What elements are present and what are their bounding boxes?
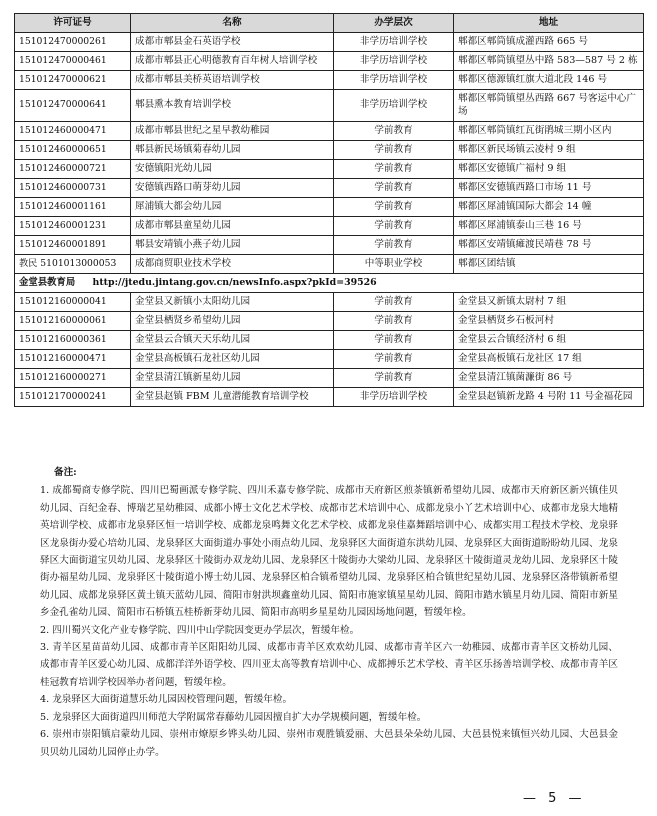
- school-name-cell: 成都市郫县世纪之星早教幼稚园: [131, 122, 334, 141]
- level-cell: 非学历培训学校: [334, 33, 454, 52]
- school-name-cell: 犀浦镇大都会幼儿园: [131, 198, 334, 217]
- license-no-cell: 151012160000041: [15, 293, 131, 312]
- school-name-cell: 成都市郫县童星幼儿园: [131, 217, 334, 236]
- license-no-cell: 151012160000061: [15, 312, 131, 331]
- license-no-cell: 151012460001231: [15, 217, 131, 236]
- license-no-cell: 教民 5101013000053: [15, 255, 131, 274]
- license-no-cell: 151012470000261: [15, 33, 131, 52]
- section-url[interactable]: http://jtedu.jintang.gov.cn/newsInfo.aspx?pkId=39526: [92, 276, 377, 288]
- address-cell: 郫都区德源镇红旗大道北段 146 号: [454, 71, 644, 90]
- level-cell: 非学历培训学校: [334, 388, 454, 407]
- school-name-cell: 成都商贸职业技术学校: [131, 255, 334, 274]
- school-name-cell: 金堂县高板镇石龙社区幼儿园: [131, 350, 334, 369]
- address-cell: 郫都区安德镇广福村 9 组: [454, 160, 644, 179]
- school-name-cell: 金堂县清江镇新星幼儿园: [131, 369, 334, 388]
- table-row: [15, 369, 644, 388]
- address-cell: 金堂县赵镇新龙路 4 号附 11 号金福花园: [454, 388, 644, 407]
- license-no-cell: 151012160000471: [15, 350, 131, 369]
- license-table: [14, 13, 644, 407]
- level-cell: 非学历培训学校: [334, 71, 454, 90]
- school-name-cell: 金堂县云合镇天天乐幼儿园: [131, 331, 334, 350]
- license-no-cell: 151012160000271: [15, 369, 131, 388]
- table-row: [15, 52, 644, 71]
- table-row: [15, 217, 644, 236]
- address-cell: 金堂县栖贤乡石板河村: [454, 312, 644, 331]
- address-cell: 郫都区安德镇西路口市场 11 号: [454, 179, 644, 198]
- school-name-cell: 成都市郫县美桥英语培训学校: [131, 71, 334, 90]
- school-name-cell: 安德镇阳光幼儿园: [131, 160, 334, 179]
- school-name-cell: 安德镇西路口萌芽幼儿园: [131, 179, 334, 198]
- level-cell: 学前教育: [334, 293, 454, 312]
- school-name-cell: 成都市郫县金石英语学校: [131, 33, 334, 52]
- table-row: [15, 198, 644, 217]
- table-body-jintang: [15, 293, 644, 407]
- license-no-cell: 151012170000241: [15, 388, 131, 407]
- level-cell: 中等职业学校: [334, 255, 454, 274]
- note-item: 3. 青羊区星苗苗幼儿园、成都市青羊区阳阳幼儿园、成都市青羊区欢欢幼儿园、成都市青羊区六一幼稚园、成都市青羊区文桥幼儿园、成都市青羊区爱心幼儿园、成都洋洋外语学校、四川亚太高等教育培训中心、成都搏乐艺术学校、青羊区乐扬善培训学校、成都市青羊区桂冠教育培训学校因举办者问题，暂缓年检。: [40, 642, 618, 688]
- address-cell: 郫都区郫筒镇红瓦街鹃城三期小区内: [454, 122, 644, 141]
- table-row: [15, 33, 644, 52]
- table-row: [15, 331, 644, 350]
- school-name-cell: 成都市郫县正心明德教育百年树人培训学校: [131, 52, 334, 71]
- note-item: 5. 龙泉驿区大面街道四川师范大学附属常春藤幼儿园因擅自扩大办学规模问题，暂缓年检。: [40, 711, 427, 723]
- header-name: 名称: [131, 14, 334, 33]
- table-row: [15, 236, 644, 255]
- school-name-cell: 郫县熏本教育培训学校: [131, 90, 334, 122]
- section-row: [15, 274, 644, 293]
- school-name-cell: 金堂县栖贤乡希望幼儿园: [131, 312, 334, 331]
- school-name-cell: 金堂县赵镇 FBM 儿童潜能教育培训学校: [131, 388, 334, 407]
- table-row: [15, 350, 644, 369]
- header-license-no: 许可证号: [15, 14, 131, 33]
- license-no-cell: 151012160000361: [15, 331, 131, 350]
- level-cell: 学前教育: [334, 122, 454, 141]
- address-cell: 郫都区郫筒镇成灌西路 665 号: [454, 33, 644, 52]
- table-body-pidu: [15, 33, 644, 274]
- table-header-row: [15, 14, 644, 33]
- table-section: [15, 274, 644, 293]
- note-item: 1. 成都蜀商专修学院、四川巴蜀画派专修学院、四川禾嘉专修学院、成都市天府新区煎茶镇新希望幼儿园、成都市天府新区新兴镇佳贝幼儿园、百纪金春、博瑞艺星幼稚园、成都小博士文化艺术学校、成都市艺术培训中心、成都龙泉小丫艺术培训中心、成都市龙泉大地精英培训学校、成都市龙泉驿区恒一培训学校、成都龙泉鸣舞文化艺术学校、成都龙泉佳嘉舞蹈培训中心、成都实用工程技术学校、龙泉驿区龙泉街办爱心培幼儿园、龙泉驿区大面街道办事处小雨点幼儿园、龙泉驿区大面街道东洪幼儿园、龙泉驿区大面街道盼盼幼儿园、龙泉驿区大面街道宝贝幼儿园、龙泉驿区十陵街办双龙幼儿园、龙泉驿区十陵街办大梁幼儿园、龙泉驿区十陵街道灵龙幼儿园、龙泉驿区十陵街办福星幼儿园、龙泉驿区十陵街道小博士幼儿园、龙泉驿区柏合镇希望幼儿园、龙泉驿区柏合镇世纪星幼儿园、龙泉驿区洛带镇新希望幼儿园、成都龙泉驿区黄土镇天蓝幼儿园、简阳市射洪坝鑫童幼儿园、简阳市施家镇星星幼儿园、简阳市踏水镇星月幼儿园、简阳市新星乡金孔雀幼儿园、简阳市石桥镇五桂桥新芽幼儿园、简阳市高明乡星星幼儿园因场地问题，暂缓年检。: [40, 485, 618, 619]
- address-cell: 郫都区新民场镇云凌村 9 组: [454, 141, 644, 160]
- level-cell: 学前教育: [334, 350, 454, 369]
- address-cell: 郫都区安靖镇瘫渡民靖巷 78 号: [454, 236, 644, 255]
- address-cell: 郫都区郫筒镇望丛中路 583—587 号 2 栋: [454, 52, 644, 71]
- school-name-cell: 郫县安靖镇小燕子幼儿园: [131, 236, 334, 255]
- level-cell: 学前教育: [334, 198, 454, 217]
- level-cell: 学前教育: [334, 369, 454, 388]
- address-cell: 金堂县又新镇太尉村 7 组: [454, 293, 644, 312]
- license-no-cell: 151012470000641: [15, 90, 131, 122]
- note-item: 2. 四川蜀兴文化产业专修学院、四川中山学院因变更办学层次，暂缓年检。: [40, 624, 360, 636]
- license-no-cell: 151012460000731: [15, 179, 131, 198]
- table-row: [15, 122, 644, 141]
- table-row: [15, 255, 644, 274]
- table-row: [15, 90, 644, 122]
- section-title: 金堂县教育局: [19, 276, 76, 288]
- license-no-cell: 151012460000721: [15, 160, 131, 179]
- table-row: [15, 312, 644, 331]
- school-name-cell: 金堂县又新镇小太阳幼儿园: [131, 293, 334, 312]
- level-cell: 非学历培训学校: [334, 90, 454, 122]
- license-no-cell: 151012470000461: [15, 52, 131, 71]
- table-row: [15, 160, 644, 179]
- school-name-cell: 郫县新民场镇菊春幼儿园: [131, 141, 334, 160]
- address-cell: 金堂县云合镇经济村 6 组: [454, 331, 644, 350]
- notes-title: 备注:: [54, 467, 77, 478]
- page-number: — 5 —: [523, 791, 586, 806]
- address-cell: 金堂县高板镇石龙社区 17 组: [454, 350, 644, 369]
- license-no-cell: 151012470000621: [15, 71, 131, 90]
- level-cell: 学前教育: [334, 217, 454, 236]
- level-cell: 学前教育: [334, 236, 454, 255]
- table-row: [15, 293, 644, 312]
- note-item: 4. 龙泉驿区大面街道慧乐幼儿园因校管理问题，暂缓年检。: [40, 694, 293, 706]
- table-row: [15, 71, 644, 90]
- note-item: 6. 崇州市崇阳镇启蒙幼儿园、崇州市燎原乡铧头幼儿园、崇州市观胜镇爱丽、大邑县朵朵幼儿园、大邑县悦来镇恒兴幼儿园、大邑县金贝贝幼儿园幼儿园停止办学。: [40, 729, 618, 758]
- address-cell: 金堂县清江镇菌濂街 86 号: [454, 369, 644, 388]
- table-row: [15, 141, 644, 160]
- level-cell: 学前教育: [334, 160, 454, 179]
- level-cell: 学前教育: [334, 312, 454, 331]
- license-no-cell: 151012460001891: [15, 236, 131, 255]
- license-no-cell: 151012460001161: [15, 198, 131, 217]
- table-row: [15, 388, 644, 407]
- level-cell: 非学历培训学校: [334, 52, 454, 71]
- license-no-cell: 151012460000471: [15, 122, 131, 141]
- address-cell: 郫都区犀浦镇泰山三巷 16 号: [454, 217, 644, 236]
- header-address: 地址: [454, 14, 644, 33]
- level-cell: 学前教育: [334, 331, 454, 350]
- address-cell: 郫都区犀浦镇国际大都会 14 幢: [454, 198, 644, 217]
- level-cell: 学前教育: [334, 141, 454, 160]
- notes-section: [26, 464, 618, 761]
- level-cell: 学前教育: [334, 179, 454, 198]
- table-row: [15, 179, 644, 198]
- address-cell: 郫都区团结镇: [454, 255, 644, 274]
- license-no-cell: 151012460000651: [15, 141, 131, 160]
- header-level: 办学层次: [334, 14, 454, 33]
- address-cell: 郫都区郫筒镇望丛西路 667 号客运中心广场: [454, 90, 644, 122]
